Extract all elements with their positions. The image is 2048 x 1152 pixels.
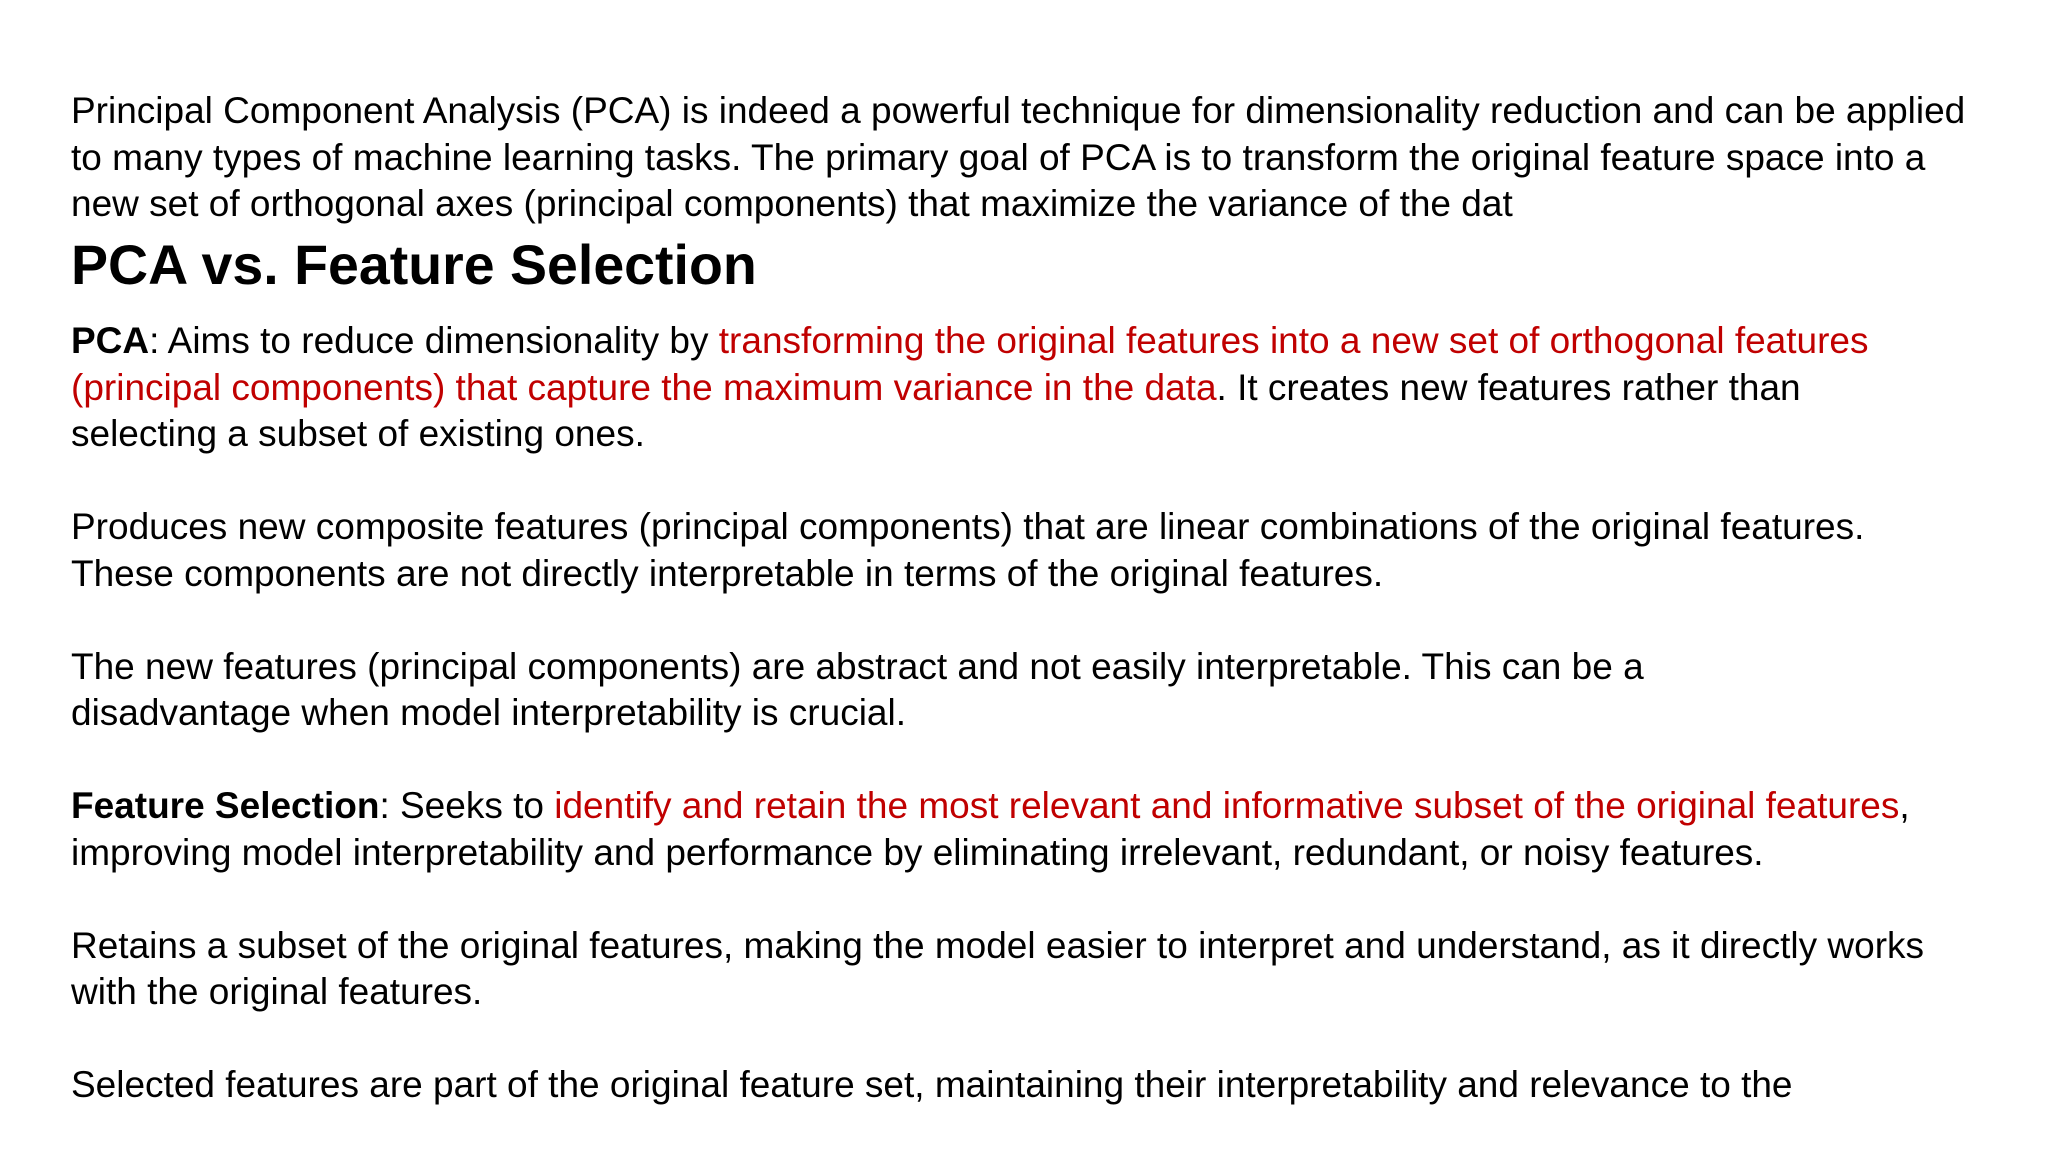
- pca-point-composite-features: Produces new composite features (principal components) that are linear combinations of the original features. These components are not directly interpretable in terms of the original features.: [71, 506, 1865, 594]
- feature-selection-definition-paragraph: [71, 783, 1931, 876]
- pca-definition-paragraph: [71, 318, 1893, 458]
- pca-lead-text: : Aims to reduce dimensionality by: [149, 320, 719, 361]
- pca-term: PCA: [71, 320, 150, 361]
- pca-highlight-text: transforming the original features into a new set of orthogonal features (principal components) that capture the maximum variance in the data: [71, 320, 1869, 408]
- feature-selection-term: Feature Selection: [71, 785, 380, 826]
- feature-selection-highlight-text: identify and retain the most relevant and informative subset of the original features: [554, 785, 1900, 826]
- feature-selection-tail-text: , improving model interpretability and performance by eliminating irrelevant, redundant, or noisy features.: [71, 785, 1910, 873]
- document-body: [71, 88, 1991, 1109]
- pca-tail-text: . It creates new features rather than selecting a subset of existing ones.: [71, 366, 1801, 454]
- feature-selection-lead-text: : Seeks to: [379, 785, 555, 826]
- feature-selection-point-original-set: Selected features are part of the original feature set, maintaining their interpretability and relevance to the: [71, 1064, 1793, 1105]
- feature-selection-point-subset: Retains a subset of the original features, making the model easier to interpret and understand, as it directly works with the original features.: [71, 924, 1925, 1012]
- section-heading: PCA vs. Feature Selection: [71, 233, 757, 296]
- pca-point-interpretability: The new features (principal components) are abstract and not easily interpretable. This can be a disadvantage when model interpretability is crucial.: [71, 645, 1644, 733]
- intro-paragraph: Principal Component Analysis (PCA) is indeed a powerful technique for dimensionality reduction and can be applied to many types of machine learning tasks. The primary goal of PCA is to transform the original feature space into a new set of orthogonal axes (principal components) that maximize the variance of the dat: [71, 90, 1966, 224]
